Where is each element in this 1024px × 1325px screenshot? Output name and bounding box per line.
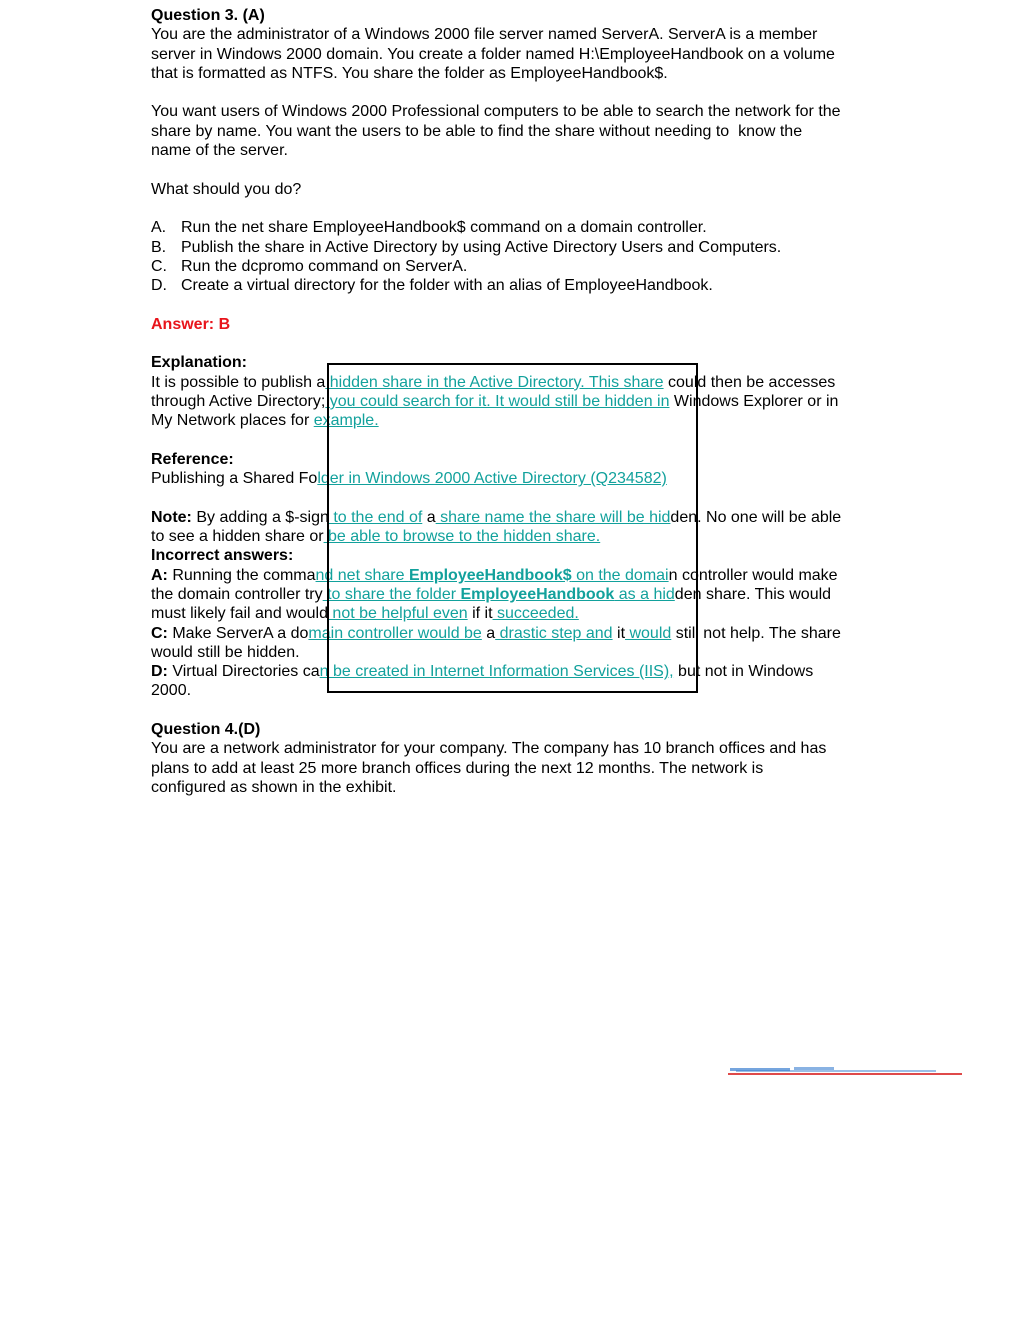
answer-label: Answer: B [151,315,231,333]
option-c [151,257,881,276]
question-3-title: Question 3. (A) [151,7,265,24]
incorrect-c-line: would still be hidden. [151,643,300,661]
q4-paragraph-line: configured as shown in the exhibit. [151,778,397,796]
incorrect-a-line: must likely fail and would not be helpful even if it succeeded. [151,605,579,623]
incorrect-a-line: the domain controller try to share the folder EmployeeHandbook as a hidden share. This would [151,585,832,603]
q4-paragraph-line: plans to add at least 25 more branch offices during the next 12 months. The network is [151,759,764,777]
explanation-line: My Network places for example. [151,412,379,430]
reference-heading: Reference: [151,450,234,468]
q3-paragraph-2-line: You want users of Windows 2000 Professional computers to be able to search the network for the [151,103,841,121]
option-letter: C. [151,257,167,275]
note-line: to see a hidden share or be able to browse to the hidden share. [151,528,601,546]
option-text: Publish the share in Active Directory by using Active Directory Users and Computers. [181,238,782,256]
q3-paragraph-1-line: server in Windows 2000 domain. You create a folder named H:\EmployeeHandbook on a volume [151,45,835,63]
option-letter: D. [151,277,167,295]
q3-paragraph-2-line: share by name. You want the users to be able to find the share without needing to know the [151,122,803,140]
overlay-frame [327,363,698,693]
option-text: Run the dcpromo command on ServerA. [181,257,468,275]
incorrect-d-line: D: Virtual Directories can be created in Internet Information Services (IIS), but not in Windows [151,663,814,681]
option-b [151,238,881,257]
q3-prompt: What should you do? [151,180,302,198]
q3-paragraph-2-line: name of the server. [151,142,288,160]
q3-paragraph-1-line: that is formatted as NTFS. You share the folder as EmployeeHandbook$. [151,64,668,82]
option-a [151,218,881,237]
q4-paragraph-line: You are a network administrator for your company. The company has 10 branch offices and has [151,740,827,758]
watermark-logo [728,1064,962,1078]
explanation-line: It is possible to publish a hidden share in the Active Directory. This share could then be accesses [151,373,836,391]
incorrect-answers-heading: Incorrect answers: [151,547,294,565]
note-line: Note: By adding a $-sign to the end of a share name the share will be hidden. No one will be able [151,508,842,526]
explanation-heading: Explanation: [151,354,248,372]
question-4-title: Question 4.(D) [151,720,261,738]
option-text: Run the net share EmployeeHandbook$ command on a domain controller. [181,219,707,237]
option-letter: A. [151,219,167,237]
explanation-line: through Active Directory; you could search for it. It would still be hidden in Windows Explorer or in [151,392,839,410]
reference-text: Publishing a Shared Folder in Windows 2000 Active Directory (Q234582) [151,470,667,488]
incorrect-c-line: C: Make ServerA a domain controller would be a drastic step and it would still not help. The share [151,624,841,642]
incorrect-d-line: 2000. [151,682,192,700]
option-letter: B. [151,238,167,256]
option-d [151,276,881,295]
incorrect-a-line: A: Running the command net share EmployeeHandbook$ on the domain controller would make [151,566,838,584]
q3-paragraph-1-line: You are the administrator of a Windows 2000 file server named ServerA. ServerA is a member [151,26,818,44]
option-text: Create a virtual directory for the folder with an alias of EmployeeHandbook. [181,277,713,295]
